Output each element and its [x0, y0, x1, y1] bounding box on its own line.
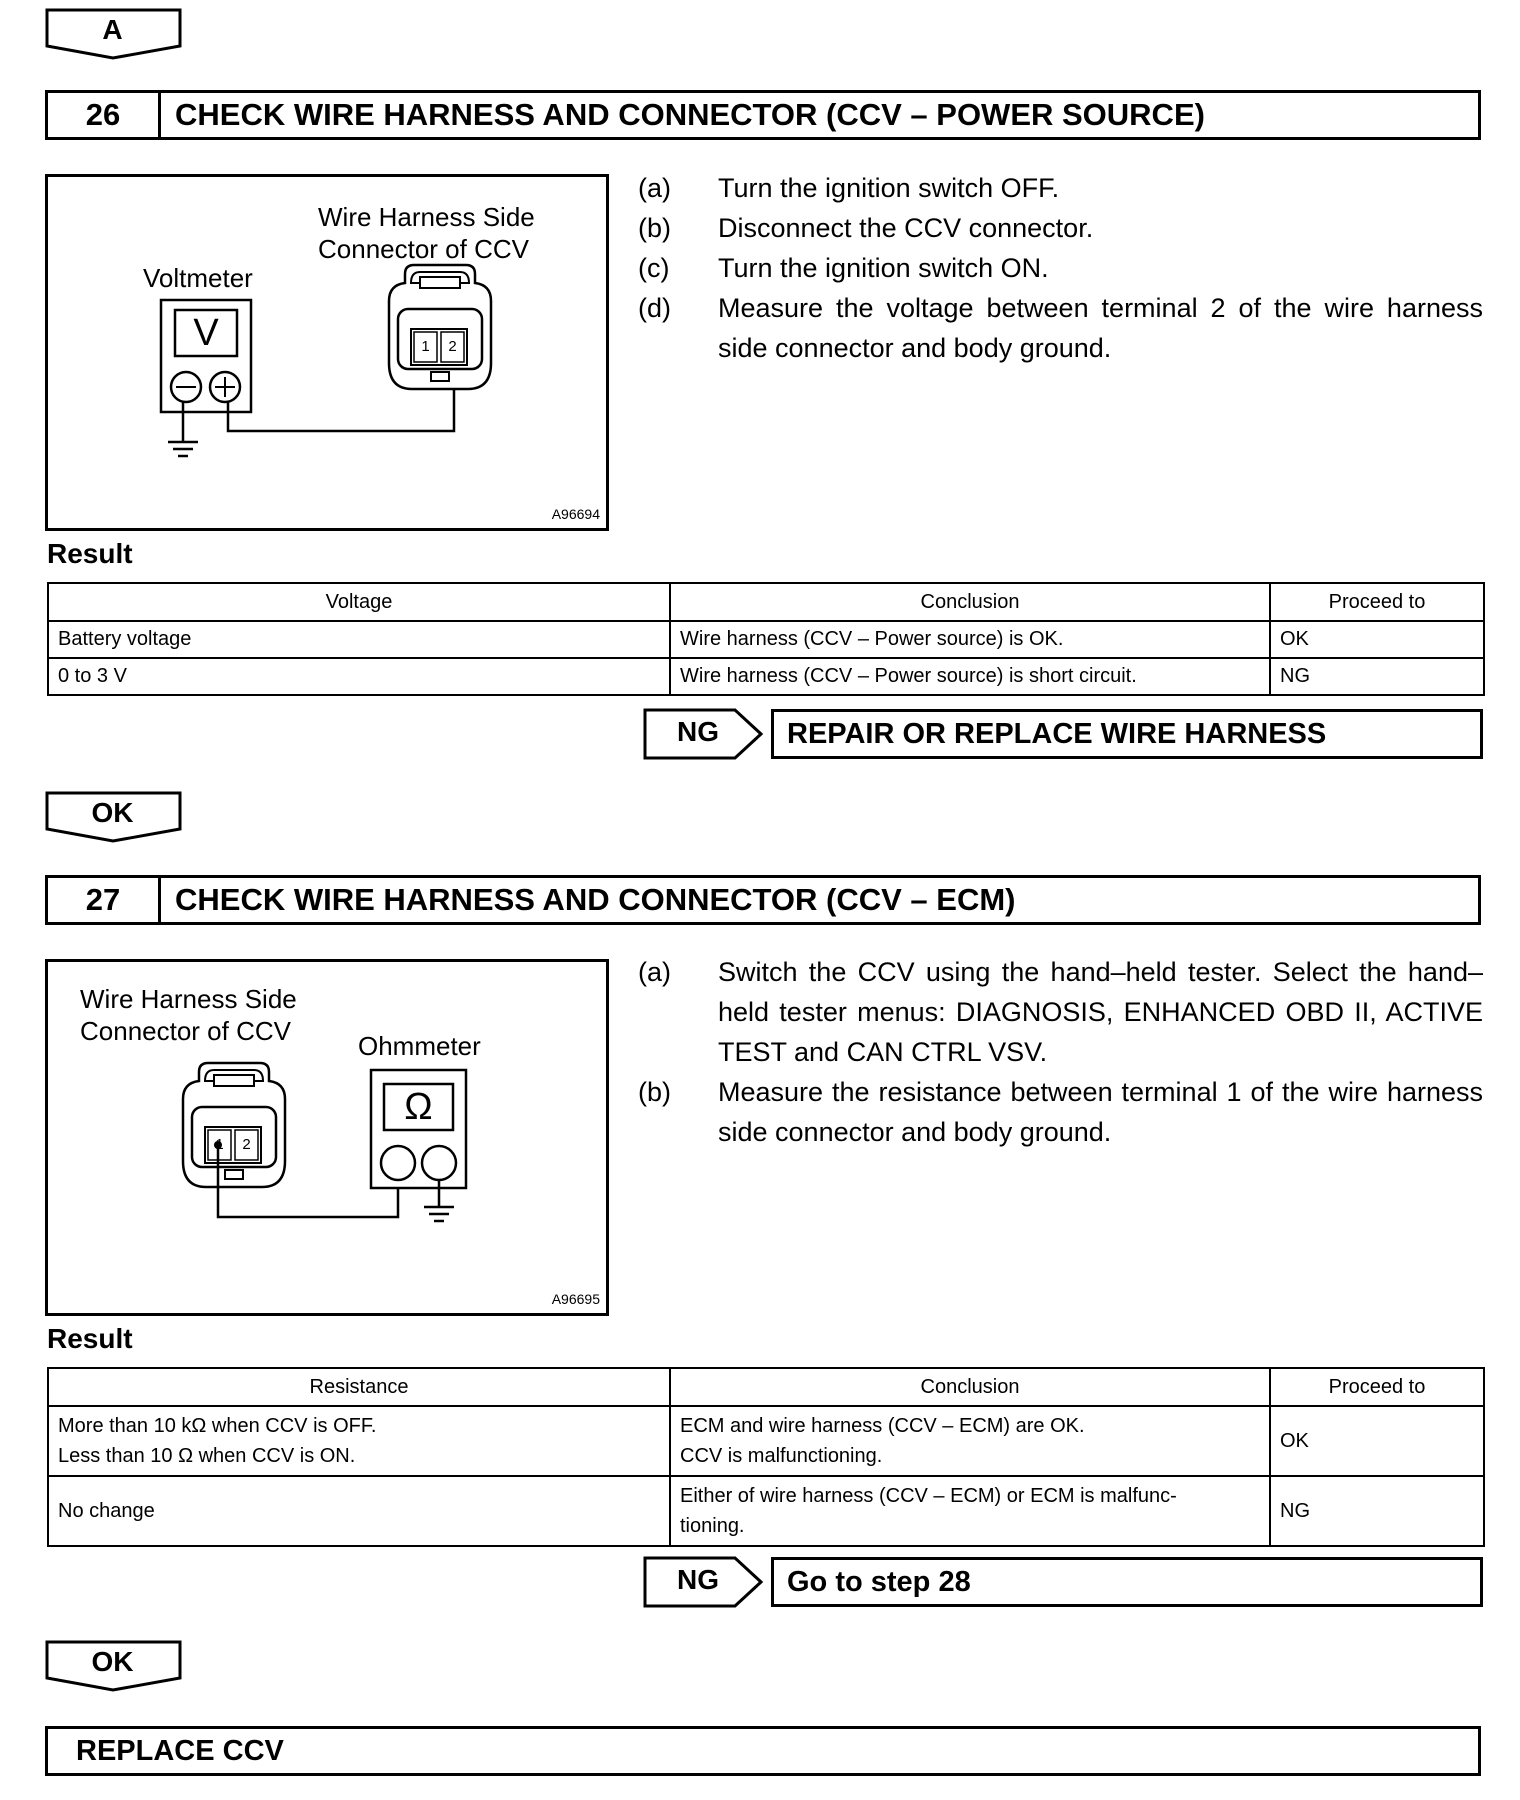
column-header: Proceed to: [1270, 1368, 1484, 1406]
ohmmeter-label: Ohmmeter: [358, 1031, 481, 1061]
table-row: No change Either of wire harness (CCV – ECM) or ECM is malfunc- tioning. NG: [48, 1476, 1484, 1546]
flag-a: [45, 8, 182, 60]
step-26-header: [45, 90, 1481, 140]
pin-1-label: 1: [215, 1136, 224, 1153]
figure-code: A96695: [551, 1291, 600, 1307]
voltage-result-table: [47, 582, 1485, 696]
column-header: Voltage: [48, 583, 670, 621]
step-27-instructions: [638, 952, 1483, 1152]
voltmeter-label: Voltmeter: [143, 263, 253, 293]
ng-label: NG: [677, 716, 719, 747]
step-27-header: [45, 875, 1481, 925]
step-26-title: CHECK WIRE HARNESS AND CONNECTOR (CCV – POWER SOURCE): [175, 97, 1205, 132]
column-header: Resistance: [48, 1368, 670, 1406]
table-header-row: [48, 1368, 1484, 1406]
figure-code: A96694: [551, 506, 600, 522]
instruction-item: (a) Switch the CCV using the hand–held tester. Select the hand–held tester menus: DIAGNOSIS, ENHANCED OBD II, ACTIVE TEST and CAN CTRL VSV.: [638, 957, 1483, 1067]
ng-action-box: Go to step 28: [771, 1557, 1483, 1607]
ng-label: NG: [677, 1564, 719, 1595]
final-action-box: REPLACE CCV: [45, 1726, 1481, 1776]
result-label: Result: [47, 1323, 133, 1354]
connector-label-line1: Wire Harness Side: [80, 984, 297, 1014]
table-row: 0 to 3 V Wire harness (CCV – Power source) is short circuit. NG: [48, 658, 1484, 695]
resistance-result-table: [47, 1367, 1485, 1547]
instruction-item: (b) Disconnect the CCV connector.: [638, 213, 1094, 243]
ok-label: OK: [91, 1646, 134, 1677]
step-26-number: 26: [48, 93, 161, 137]
ok-flag: [45, 791, 182, 843]
flag-a-label: A: [102, 14, 123, 45]
instruction-item: (c) Turn the ignition switch ON.: [638, 253, 1049, 283]
column-header: Conclusion: [670, 1368, 1270, 1406]
instruction-item: (a) Turn the ignition switch OFF.: [638, 173, 1060, 203]
volt-symbol: V: [193, 312, 219, 354]
ohmmeter-diagram: [45, 959, 609, 1316]
column-header: Conclusion: [670, 583, 1270, 621]
step-26-instructions: [638, 168, 1483, 368]
instruction-item: (b) Measure the resistance between terminal 1 of the wire harness side connector and body ground.: [638, 1077, 1483, 1147]
ng-action-box: REPAIR OR REPLACE WIRE HARNESS: [771, 709, 1483, 759]
ok-label: OK: [91, 797, 134, 828]
instruction-item: (d) Measure the voltage between terminal 2 of the wire harness side connector and body ground.: [638, 293, 1483, 363]
table-row: Battery voltage Wire harness (CCV – Power source) is OK. OK: [48, 621, 1484, 658]
pin-1-label: 1: [421, 338, 430, 355]
connector-label-line1: Wire Harness Side: [318, 202, 535, 232]
step-27-number: 27: [48, 878, 161, 922]
column-header: Proceed to: [1270, 583, 1484, 621]
step-27-title: CHECK WIRE HARNESS AND CONNECTOR (CCV – ECM): [175, 882, 1016, 917]
connector-label-line2: Connector of CCV: [318, 234, 529, 264]
connector-label-line2: Connector of CCV: [80, 1016, 291, 1046]
ok-flag: [45, 1640, 182, 1692]
voltmeter-diagram: [45, 174, 609, 531]
pin-2-label: 2: [448, 338, 457, 355]
ohm-symbol: Ω: [404, 1086, 433, 1128]
result-label: Result: [47, 538, 133, 569]
table-header-row: [48, 583, 1484, 621]
table-row: More than 10 kΩ when CCV is OFF. Less than 10 Ω when CCV is ON. ECM and wire harness (CCV – ECM) are OK. CCV is malfunctioning. OK: [48, 1406, 1484, 1476]
pin-2-label: 2: [242, 1136, 251, 1153]
